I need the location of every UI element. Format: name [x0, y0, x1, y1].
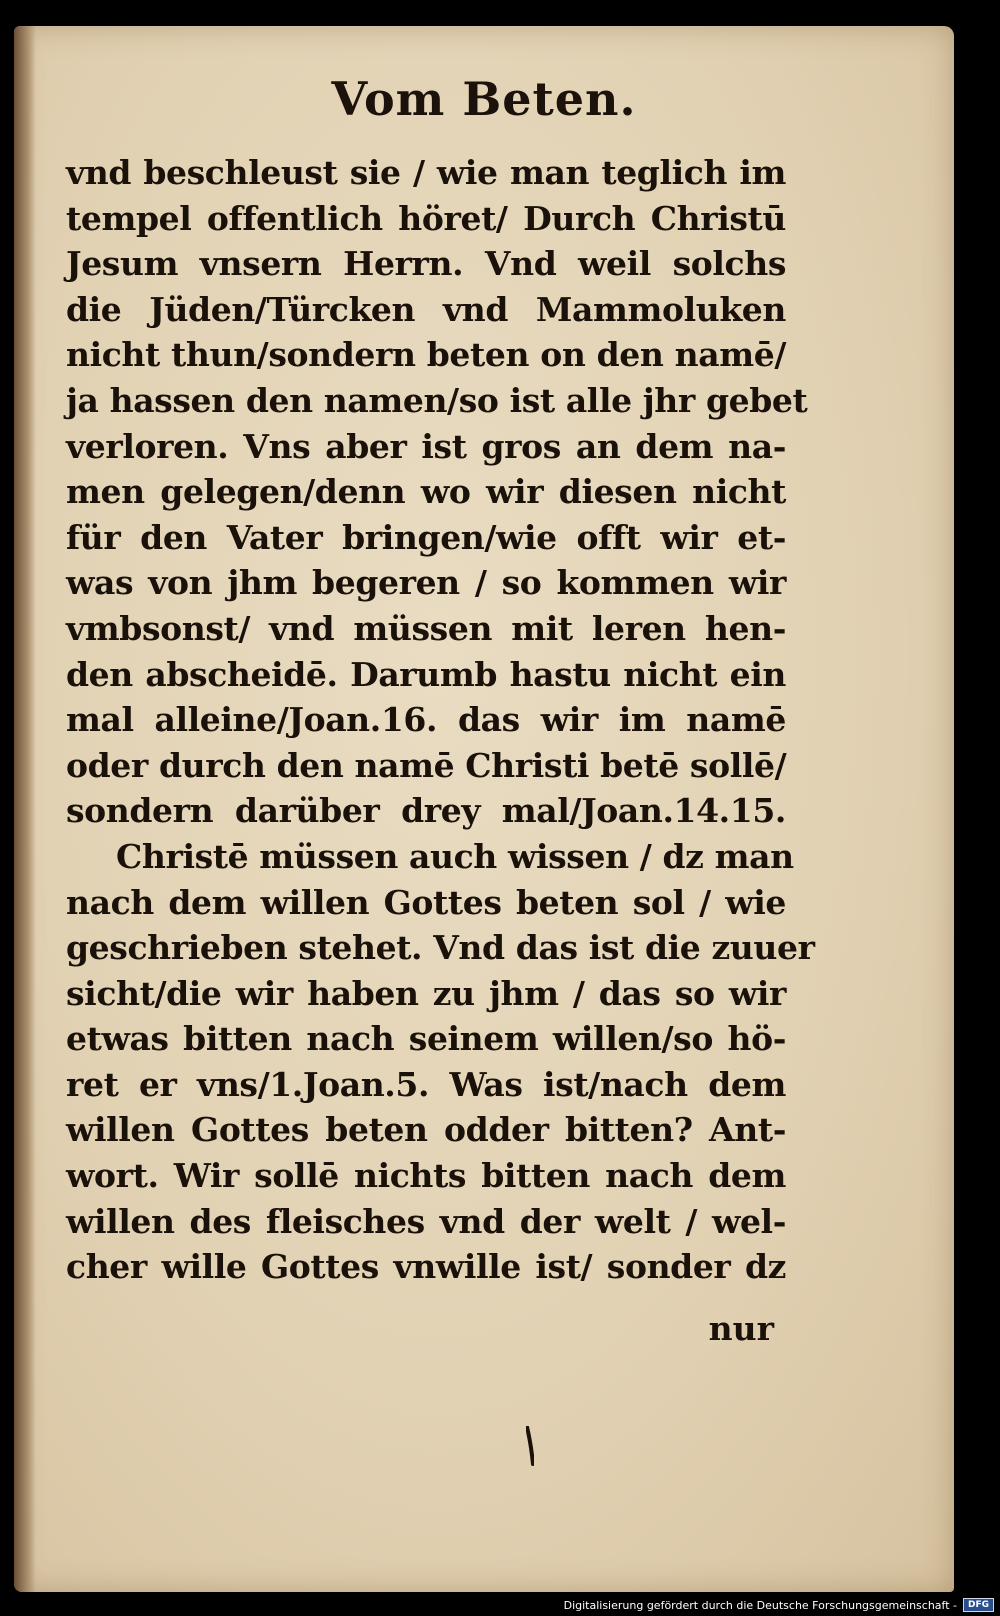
text-line: was von jhm begeren / so kommen wir: [66, 563, 786, 603]
text-line: wort. Wir sollē nichts bitten nach dem: [66, 1156, 786, 1196]
footer-bar: [564, 1594, 994, 1616]
text-line: Jesum vnsern Herrn. Vnd weil solchs: [66, 244, 786, 284]
text-line: vmbsonst/ vnd müssen mit leren hen-: [66, 608, 786, 648]
book-page: [14, 26, 954, 1592]
text-line: verloren. Vns aber ist gros an dem na-: [66, 426, 786, 466]
text-line-paragraph-start: Christē müssen auch wissen / dz man: [116, 836, 794, 876]
dfg-logo: DFG: [963, 1598, 994, 1612]
text-line: willen Gottes beten odder bitten? Ant-: [66, 1110, 786, 1150]
text-line: ret er vns/1.Joan.5. Was ist/nach dem: [66, 1064, 786, 1104]
running-head: Vom Beten.: [331, 72, 637, 126]
text-line: vnd beschleust sie / wie man teglich im: [66, 153, 786, 192]
text-line: men gelegen/denn wo wir diesen nicht: [66, 472, 786, 512]
text-line: nicht thun/sondern beten on den namē/: [66, 335, 786, 375]
digitization-credit: Digitalisierung gefördert durch die Deutsche Forschungsgemeinschaft -: [563, 1598, 957, 1612]
page-gutter-edge: [14, 26, 36, 1592]
ink-mark: [526, 1426, 534, 1466]
text-line: für den Vater bringen/wie offt wir et-: [66, 517, 786, 557]
text-line: den abscheidē. Darumb hastu nicht ein: [66, 654, 786, 694]
text-line: willen des fleisches vnd der welt / wel-: [66, 1201, 786, 1241]
text-line: sicht/die wir haben zu jhm / das so wir: [66, 973, 786, 1013]
text-line: etwas bitten nach seinem willen/so hö-: [66, 1019, 786, 1059]
text-line: ja hassen den namen/so ist alle jhr gebet: [66, 380, 808, 420]
text-line: cher wille Gottes vnwille ist/ sonder dz: [66, 1247, 786, 1287]
text-line: nach dem willen Gottes beten sol / wie: [66, 882, 786, 922]
text-line: geschrieben stehet. Vnd das ist die zuuer: [66, 928, 815, 968]
text-line: mal alleine/Joan.16. das wir im namē: [66, 700, 786, 740]
catchword: nur: [708, 1309, 774, 1348]
text-line: tempel offentlich höret/ Durch Christū: [66, 198, 786, 238]
text-line: oder durch den namē Christi betē sollē/: [66, 745, 787, 785]
text-block: [66, 150, 815, 1290]
text-line: die Jüden/Türcken vnd Mammoluken: [66, 289, 786, 329]
text-line: sondern darüber drey mal/Joan.14.15.: [66, 791, 786, 831]
